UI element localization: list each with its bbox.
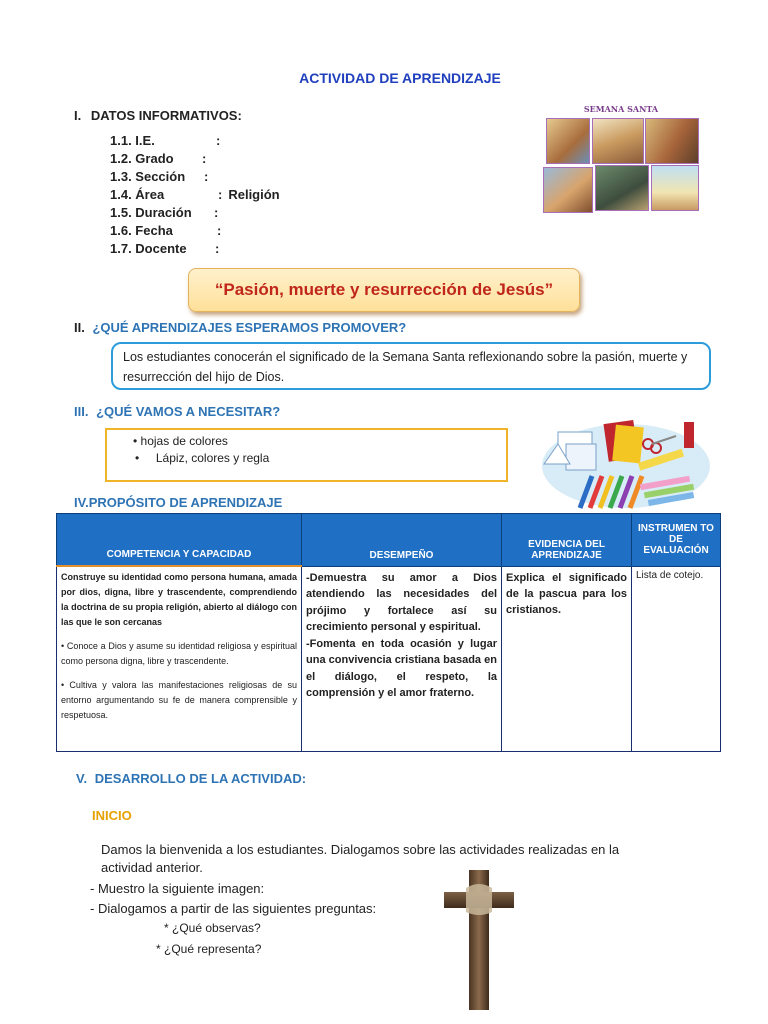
datos-row [110,169,280,187]
section-title: DATOS INFORMATIVOS: [90,108,242,123]
school-supplies-image [540,414,712,510]
list-item [117,451,496,468]
desempeno-cell [302,566,502,751]
image-panel [592,118,644,164]
inicio-label: INICIO [92,808,132,823]
datos-row [110,205,280,223]
datos-row [110,187,280,205]
material-label: Lápiz, colores y regla [155,451,270,465]
datos-colon: : [217,223,222,238]
column-header: INSTRUMEN TO DE EVALUACIÓN [632,514,721,567]
datos-row [110,151,280,169]
image-panel [645,118,699,164]
proposito-table [56,513,721,752]
datos-label: 1.3. Sección [110,169,186,184]
capacidad-text: • Cultiva y valora las manifestaciones religiosas de su entorno argumentando su fe de manera comprensible y respetuosa. [61,680,297,720]
datos-colon: : [218,187,223,202]
material-label: hojas de colores [140,434,228,448]
column-header: EVIDENCIA DEL APRENDIZAJE [502,514,632,567]
image-panel [595,165,649,211]
datos-row [110,223,280,241]
section-aprendizajes-heading [74,320,406,335]
section-number: III. [74,404,89,419]
thread-spool-icon [684,422,694,448]
section-title: ¿QUÉ VAMOS A NECESITAR? [96,404,281,419]
topic-banner: “Pasión, muerte y resurrección de Jesús” [188,268,580,312]
image-panel [543,167,593,213]
capacidad-text: • Conoce a Dios y asume su identidad religiosa y espiritual como persona digna, libre y trascendente. [61,641,297,666]
page-title: ACTIVIDAD DE APRENDIZAJE [299,70,501,86]
question-item: * ¿Qué observas? [164,921,261,935]
datos-label: 1.7. Docente [110,241,187,256]
column-header: DESEMPEÑO [302,514,502,567]
grid-paper-shape [566,444,596,470]
section-desarrollo-heading [76,771,306,786]
datos-colon: : [202,151,207,166]
materiales-box [105,428,508,482]
datos-colon: : [214,205,219,220]
inicio-item: - Muestro la siguiente imagen: [90,881,265,896]
table-row [57,566,721,751]
competencia-text: Construye su identidad como persona humana, amada por dios, digna, libre y trascendente, comprendiendo la doctrina de su propia religión, abierto al diálogo con las que le son cercanas [61,572,297,627]
question-item: * ¿Qué representa? [156,942,262,956]
instrumento-cell: Lista de cotejo. [632,566,721,751]
section-datos-heading [74,108,242,123]
section-number: V. [76,771,88,786]
section-number: I. [74,108,82,123]
evidencia-cell: Explica el significado de la pascua para los cristianos. [502,566,632,751]
aprendizajes-box: Los estudiantes conocerán el significado de la Semana Santa reflexionando sobre la pasión, muerte y resurrección del hijo de Dios. [111,342,711,390]
datos-label: 1.5. Duración [110,205,192,220]
bullet-icon: • [135,451,156,465]
section-necesitar-heading [74,404,280,419]
section-proposito-heading: IV.PROPÓSITO DE APRENDIZAJE [74,495,283,510]
datos-value: Religión [228,187,280,202]
datos-colon: : [215,241,220,256]
cloth-drape-shape [466,884,492,915]
list-item [117,434,496,451]
image-caption: SEMANA SANTA [583,104,659,114]
datos-label: 1.6. Fecha [110,223,173,238]
column-header: COMPETENCIA Y CAPACIDAD [57,514,302,567]
bullet-icon: • [133,434,141,448]
competencia-cell [57,566,302,751]
datos-row [110,133,280,151]
datos-colon: : [216,133,221,148]
datos-colon: : [204,169,209,184]
semana-santa-image [541,104,701,218]
datos-list [110,133,280,259]
section-number: II. [74,320,85,335]
table-header-row [57,514,721,567]
paper-sheet-shape [612,425,644,464]
datos-row [110,241,280,259]
desempeno-text: -Fomenta en toda ocasión y lugar una convivencia cristiana basada en el diálogo, el respeto, la comprensión y el amor fraterno. [306,637,497,699]
image-panel [546,118,590,164]
inicio-item: - Dialogamos a partir de las siguientes preguntas: [90,901,377,916]
datos-label: 1.2. Grado [110,151,174,166]
image-panel [651,165,699,211]
desempeno-text: -Demuestra su amor a Dios atendiendo las necesidades del prójimo y fortalece así su crecimiento personal y espiritual. [306,571,497,633]
inicio-paragraph: Damos la bienvenida a los estudiantes. Dialogamos sobre las actividades realizadas en la actividad anterior. [101,842,620,875]
cross-image [438,866,520,1012]
datos-label: 1.1. I.E. [110,133,155,148]
section-title: ¿QUÉ APRENDIZAJES ESPERAMOS PROMOVER? [92,320,407,335]
datos-label: 1.4. Área [110,187,165,202]
section-title: DESARROLLO DE LA ACTIVIDAD: [94,771,307,786]
